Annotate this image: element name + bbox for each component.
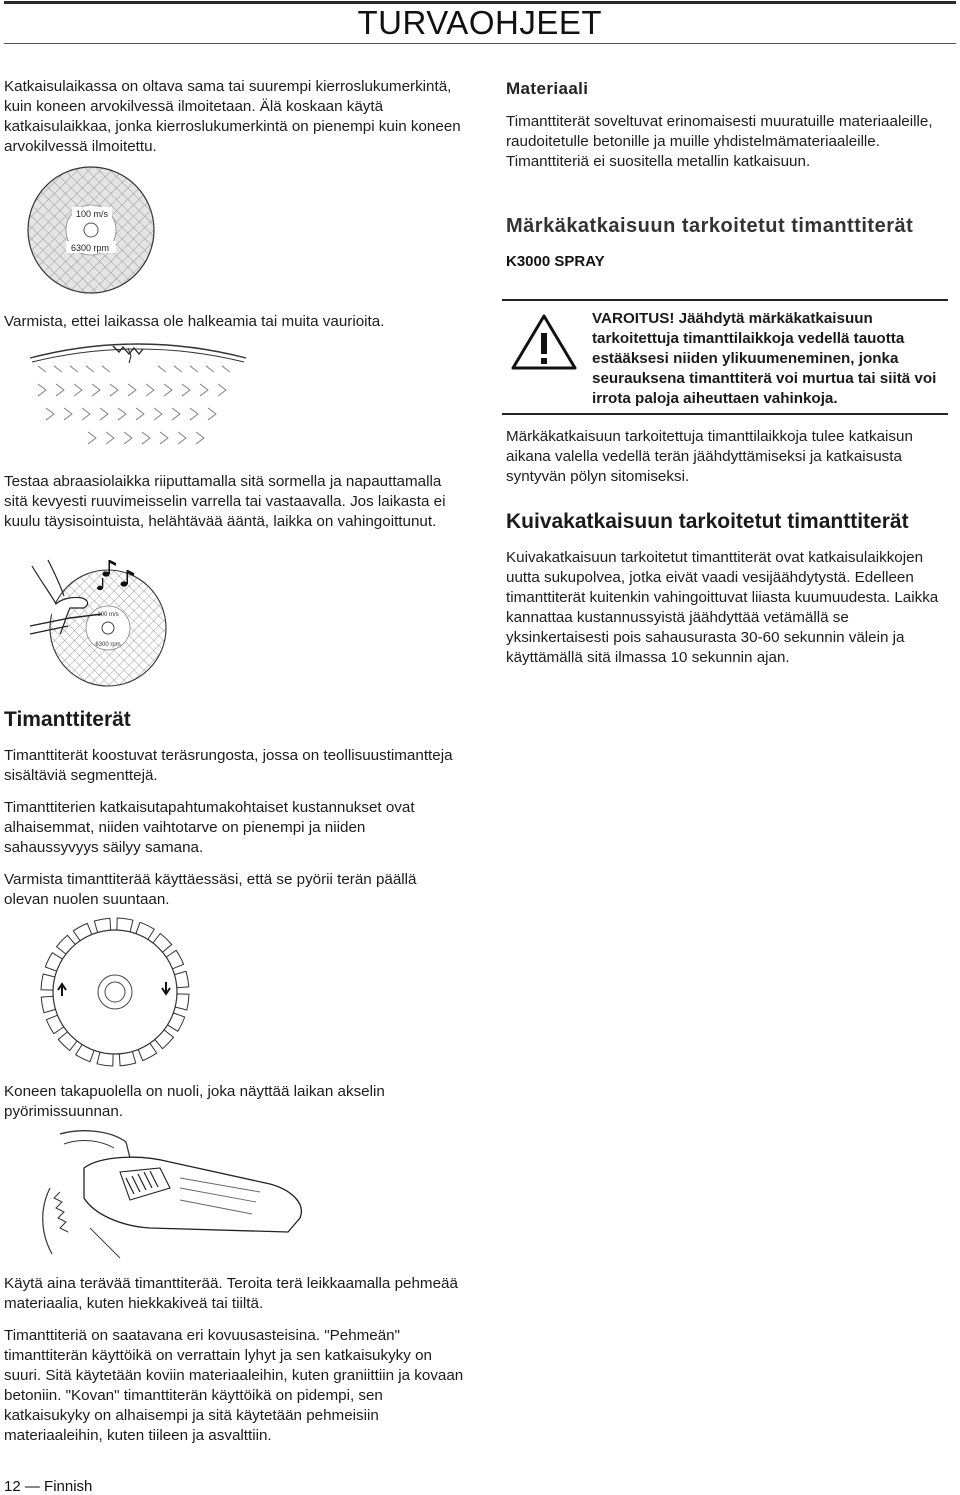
material-heading: Materiaali (506, 79, 589, 98)
dry-cutting-heading: Kuivakatkaisuun tarkoitetut timanttiterät (506, 510, 909, 533)
warning-box (502, 299, 948, 415)
rotation-direction-text: Varmista timanttiterää käyttäessäsi, että se pyörii terän päällä olevan nuolen suuntaan. (4, 871, 417, 908)
model-label: K3000 SPRAY (506, 253, 605, 270)
header-rule-bottom (4, 43, 956, 44)
warning-icon (510, 313, 578, 371)
footer-language: Finnish (44, 1478, 93, 1495)
fig3-rpm-label: 6300 rpm (95, 642, 121, 648)
material-text: Timanttiterät soveltuvat erinomaisesti muuratuille materiaaleille, raudoitetulle betonille ja muille yhdistelmämateriaaleille. Timanttiteriä ei suositella metallin katkaisuun. (506, 113, 933, 170)
disc-speed-label: 100 m/s (75, 209, 109, 219)
cracked-disc-figure (28, 336, 248, 456)
fig3-speed-label: 100 m/s (97, 612, 119, 618)
page-number: 12 (4, 1478, 21, 1495)
disc-rpm-label: 6300 rpm (70, 243, 110, 253)
hardness-text: Timanttiteriä on saatavana eri kovuusasteisina. "Pehmeän" timanttiterän käyttöikä on verrattain lyhyt ja sen katkaisukyky on suuri. Sitä käytetään koviin materiaaleihin, kuten graniittiin ja kovaan betoniin. "Kovan" timanttiterän käyttöikä on pidempi, sen katkaisukyky on alhaisempi ja sitä käytetään pehmeisiin materiaaleihin, kuten tiileen ja asvalttiin. (4, 1327, 464, 1444)
sharp-blade-text: Käytä aina terävää timanttiterää. Teroita terä leikkaamalla pehmeää materiaalia, kuten hiekkakiveä tai tiiltä. (4, 1275, 458, 1312)
machine-arrow-text: Koneen takapuolella on nuoli, joka näyttää laikan akselin pyörimissuunnan. (4, 1083, 385, 1120)
diamond-composition-text: Timanttiterät koostuvat teräsrungosta, jossa on teollisuustimantteja sisältäviä segmenttejä. (4, 747, 453, 784)
page-title: TURVAOHJEET (357, 4, 602, 41)
power-cutter-figure (30, 1128, 330, 1262)
footer-dash: — (24, 1478, 40, 1495)
abrasive-disc-figure (26, 165, 156, 295)
check-cracks-text: Varmista, ettei laikassa ole halkeamia tai muita vaurioita. (4, 313, 385, 330)
diamond-blade-figure (30, 912, 200, 1072)
ring-test-text: Testaa abraasiolaikka riiputtamalla sitä sormella ja napauttamalla sitä kevyesti ruuvimeisselin varrella tai vastaavalla. Jos laikasta ei kuulu täysisointuista, helähtävää ääntä, laikka on vahingoittunut. (4, 473, 446, 530)
ring-test-figure (30, 556, 200, 696)
rpm-requirement-text: Katkaisulaikassa on oltava sama tai suurempi kierroslukumerkintä, kuin koneen arvokilvessä ilmoitetaan. Älä koskaan käytä katkaisulaikkaa, jonka kierroslukumerkintä on pienempi kuin koneen arvokilvessä ilmoitettu. (4, 78, 461, 155)
dry-cutting-text: Kuivakatkaisuun tarkoitetut timanttiterät ovat katkaisulaikkojen uutta sukupolvea, jotka eivät vaadi vesijäähdytystä. Edelleen timanttiterät kuitenkin vahingoittuvat liiasta kuumuudesta. Laikka kannattaa kustannussyistä jäähdyttää vetämällä se yksinkertaisesti pois sahausurasta 30-60 sekunnin välein ja käyttämällä sitä ilmassa 10 sekunnin ajan. (506, 549, 939, 666)
diamond-cost-text: Timanttiterien katkaisutapahtumakohtaiset kustannukset ovat alhaisemmat, niiden vaihtotarve on pienempi ja niiden sahaussyvyys säilyy samana. (4, 799, 415, 856)
wet-cutting-heading: Märkäkatkaisuun tarkoitetut timanttiterät (506, 215, 914, 237)
warning-text: VAROITUS! Jäähdytä märkäkatkaisuun tarkoitettuja timanttilaikkoja vedellä tauotta estääksesi niiden ylikuumeneminen, jonka seurauksena timanttiterä voi murtua tai siitä voi irrota paloja aiheuttaen vahinkoja. (592, 310, 937, 407)
page-footer (4, 1478, 92, 1495)
diamond-blades-heading: Timanttiterät (4, 708, 131, 731)
wet-cutting-text: Märkäkatkaisuun tarkoitettuja timanttilaikkoja tulee katkaisun aikana valella vedellä terän jäähdyttämiseksi ja katkaisusta syntyvän pölyn sitomiseksi. (506, 428, 913, 485)
